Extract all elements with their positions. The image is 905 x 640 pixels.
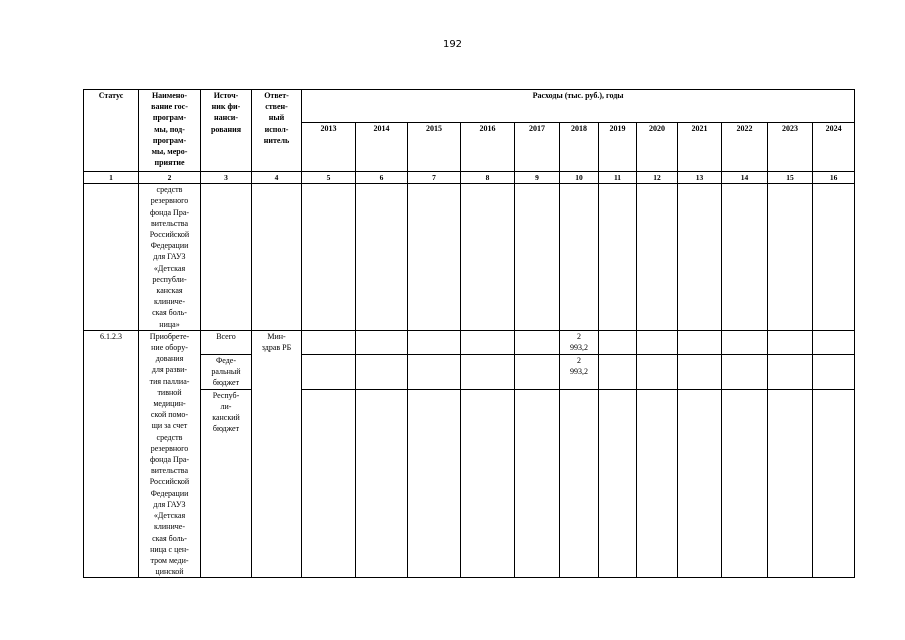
value-2018: 2 993,2: [560, 330, 599, 354]
value-cell: [637, 184, 678, 331]
value-cell: [408, 354, 461, 389]
column-number: 2: [139, 172, 201, 184]
column-number: 15: [768, 172, 813, 184]
value-cell: [515, 354, 560, 389]
value-2018: 2 993,2: [560, 354, 599, 389]
value-cell: [599, 389, 637, 578]
value-cell: [678, 330, 722, 354]
budget-table: [83, 89, 855, 578]
value-cell: [515, 389, 560, 578]
value-cell: [722, 330, 768, 354]
column-number: 7: [408, 172, 461, 184]
value-cell: [599, 330, 637, 354]
header-expenses: Расходы (тыс. руб.), годы: [302, 90, 855, 123]
header-year: 2024: [813, 123, 855, 172]
value-cell: [813, 184, 855, 331]
value-cell: [302, 354, 356, 389]
executor-cell: [252, 184, 302, 331]
column-number: 1: [84, 172, 139, 184]
header-year: 2014: [356, 123, 408, 172]
header-executor: Ответ- ствен- ный испол- нитель: [252, 90, 302, 172]
value-cell: [408, 184, 461, 331]
column-number: 12: [637, 172, 678, 184]
executor-cell: Мин- здрав РБ: [252, 330, 302, 577]
value-cell: [515, 184, 560, 331]
value-cell: [813, 330, 855, 354]
header-year: 2020: [637, 123, 678, 172]
column-number: 14: [722, 172, 768, 184]
header-year: 2016: [461, 123, 515, 172]
column-number: 8: [461, 172, 515, 184]
header-year: 2022: [722, 123, 768, 172]
value-cell: [637, 330, 678, 354]
column-number: 13: [678, 172, 722, 184]
value-cell: [515, 330, 560, 354]
value-cell: [637, 389, 678, 578]
column-number: 9: [515, 172, 560, 184]
value-cell: [599, 354, 637, 389]
value-cell: [408, 389, 461, 578]
column-number: 4: [252, 172, 302, 184]
column-number: 5: [302, 172, 356, 184]
value-cell: [356, 354, 408, 389]
value-2018: [560, 389, 599, 578]
value-cell: [813, 354, 855, 389]
source-cell: Респуб- ли- канский бюджет: [201, 389, 252, 578]
header-year: 2021: [678, 123, 722, 172]
value-cell: [722, 184, 768, 331]
value-cell: [722, 354, 768, 389]
value-cell: [461, 389, 515, 578]
value-cell: [813, 389, 855, 578]
value-cell: [302, 330, 356, 354]
value-cell: [768, 389, 813, 578]
value-cell: [302, 184, 356, 331]
column-number-row: [84, 172, 855, 184]
name-cell: средств резервного фонда Пра- вительства Российской Федерации для ГАУЗ «Детская республи- канская клиниче- ская боль- ница»: [139, 184, 201, 331]
header-year: 2015: [408, 123, 461, 172]
column-number: 11: [599, 172, 637, 184]
value-cell: [599, 184, 637, 331]
value-cell: [461, 330, 515, 354]
value-cell: [637, 354, 678, 389]
header-year: 2013: [302, 123, 356, 172]
value-cell: [461, 354, 515, 389]
value-cell: [768, 354, 813, 389]
value-cell: [560, 184, 599, 331]
column-number: 10: [560, 172, 599, 184]
header-status: Статус: [84, 90, 139, 172]
header-name: Наимено- вание гос- програм- мы, под- програм- мы, меро- приятие: [139, 90, 201, 172]
header-year: 2018: [560, 123, 599, 172]
column-number: 6: [356, 172, 408, 184]
header-year: 2023: [768, 123, 813, 172]
value-cell: [408, 330, 461, 354]
column-number: 3: [201, 172, 252, 184]
value-cell: [678, 184, 722, 331]
value-cell: [356, 389, 408, 578]
value-cell: [356, 184, 408, 331]
source-cell: Феде- ральный бюджет: [201, 354, 252, 389]
continuation-row: [84, 184, 855, 331]
name-cell: Приобрете- ние обору- дования для разви- тия паллиа- тивной медицин- ской помо- щи за счет средств резервного фонда Пра- вительства Российской Федерации для ГАУЗ «Детская клиниче- ская боль- ница с цен- тром меди- цинской: [139, 330, 201, 577]
column-number: 16: [813, 172, 855, 184]
header-year: 2017: [515, 123, 560, 172]
status-cell: [84, 184, 139, 331]
page-number: 192: [442, 39, 463, 50]
value-cell: [768, 184, 813, 331]
header-year: 2019: [599, 123, 637, 172]
value-cell: [302, 389, 356, 578]
value-cell: [356, 330, 408, 354]
header-source: Источ- ник фи- нанси- рования: [201, 90, 252, 172]
value-cell: [678, 389, 722, 578]
value-cell: [461, 184, 515, 331]
value-cell: [678, 354, 722, 389]
status-cell: 6.1.2.3: [84, 330, 139, 577]
source-cell: Всего: [201, 330, 252, 354]
item-row-total: [84, 330, 855, 354]
source-cell: [201, 184, 252, 331]
value-cell: [768, 330, 813, 354]
value-cell: [722, 389, 768, 578]
